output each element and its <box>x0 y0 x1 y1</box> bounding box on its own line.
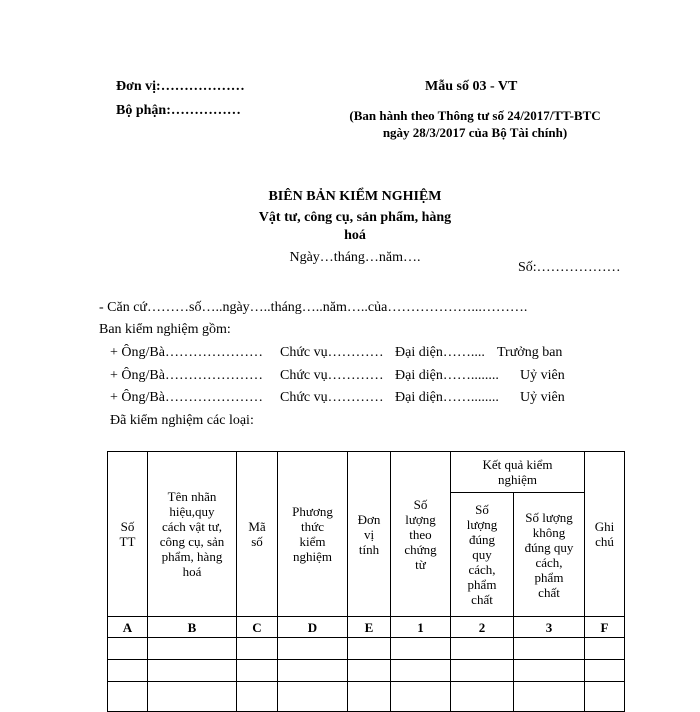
header-qty-not-ok: Số lượng không đúng quy cách, phẩm chất <box>514 493 585 617</box>
column-code: 2 <box>451 617 514 638</box>
member-position: Chức vụ………… <box>280 390 384 405</box>
member-role: Trưởng ban <box>497 345 563 360</box>
header-stt: Số TT <box>108 452 148 617</box>
header-code: Mã số <box>237 452 278 617</box>
document-number: Số:……………… <box>518 260 621 275</box>
document-date: Ngày…tháng…năm…. <box>289 250 421 265</box>
member-role: Uỷ viên <box>520 368 565 383</box>
column-code: 1 <box>391 617 451 638</box>
table-row <box>108 638 625 660</box>
basis-line: - Căn cứ………số…..ngày…..tháng…..năm…..của………………...………. <box>99 300 528 315</box>
header-method: Phương thức kiểm nghiệm <box>278 452 348 617</box>
issued-line-1: (Ban hành theo Thông tư số 24/2017/TT-BTC <box>349 108 601 123</box>
member-represent: Đại diện……........ <box>395 368 499 383</box>
form-number: Mẫu số 03 - VT <box>425 79 518 94</box>
member-person: + Ông/Bà………………… <box>110 345 263 360</box>
document-title: BIÊN BẢN KIỂM NGHIỆM <box>268 189 442 204</box>
column-code: E <box>348 617 391 638</box>
inspected-label: Đã kiểm nghiệm các loại: <box>110 413 254 428</box>
unit-field: Đơn vị:……………… <box>116 79 245 94</box>
member-represent: Đại diện…….... <box>395 345 485 360</box>
department-field: Bộ phận:…………… <box>116 103 241 118</box>
column-code: A <box>108 617 148 638</box>
table-row <box>108 682 625 712</box>
member-role: Uỷ viên <box>520 390 565 405</box>
inspection-table <box>107 451 625 712</box>
member-position: Chức vụ………… <box>280 368 384 383</box>
document-subtitle: Vật tư, công cụ, sản phẩm, hàng <box>258 210 452 225</box>
member-person: + Ông/Bà………………… <box>110 390 263 405</box>
column-code-row <box>108 617 625 638</box>
issued-line-2: ngày 28/3/2017 của Bộ Tài chính) <box>382 125 568 140</box>
committee-label: Ban kiểm nghiệm gồm: <box>99 322 231 337</box>
header-item-name: Tên nhãn hiệu,quy cách vật tư, công cụ, sản phẩm, hàng hoá <box>148 452 237 617</box>
column-code: C <box>237 617 278 638</box>
header-qty-document: Số lượng theo chứng từ <box>391 452 451 617</box>
header-qty-ok: Số lượng đúng quy cách, phẩm chất <box>451 493 514 617</box>
table-row <box>108 660 625 682</box>
column-code: 3 <box>514 617 585 638</box>
column-code: D <box>278 617 348 638</box>
header-unit: Đơn vị tính <box>348 452 391 617</box>
header-result: Kết quả kiểm nghiệm <box>451 452 585 493</box>
document-subtitle-cont: hoá <box>344 228 366 243</box>
member-represent: Đại diện……........ <box>395 390 499 405</box>
column-code: F <box>585 617 625 638</box>
member-position: Chức vụ………… <box>280 345 384 360</box>
column-code: B <box>148 617 237 638</box>
header-note: Ghi chú <box>585 452 625 617</box>
member-person: + Ông/Bà………………… <box>110 368 263 383</box>
